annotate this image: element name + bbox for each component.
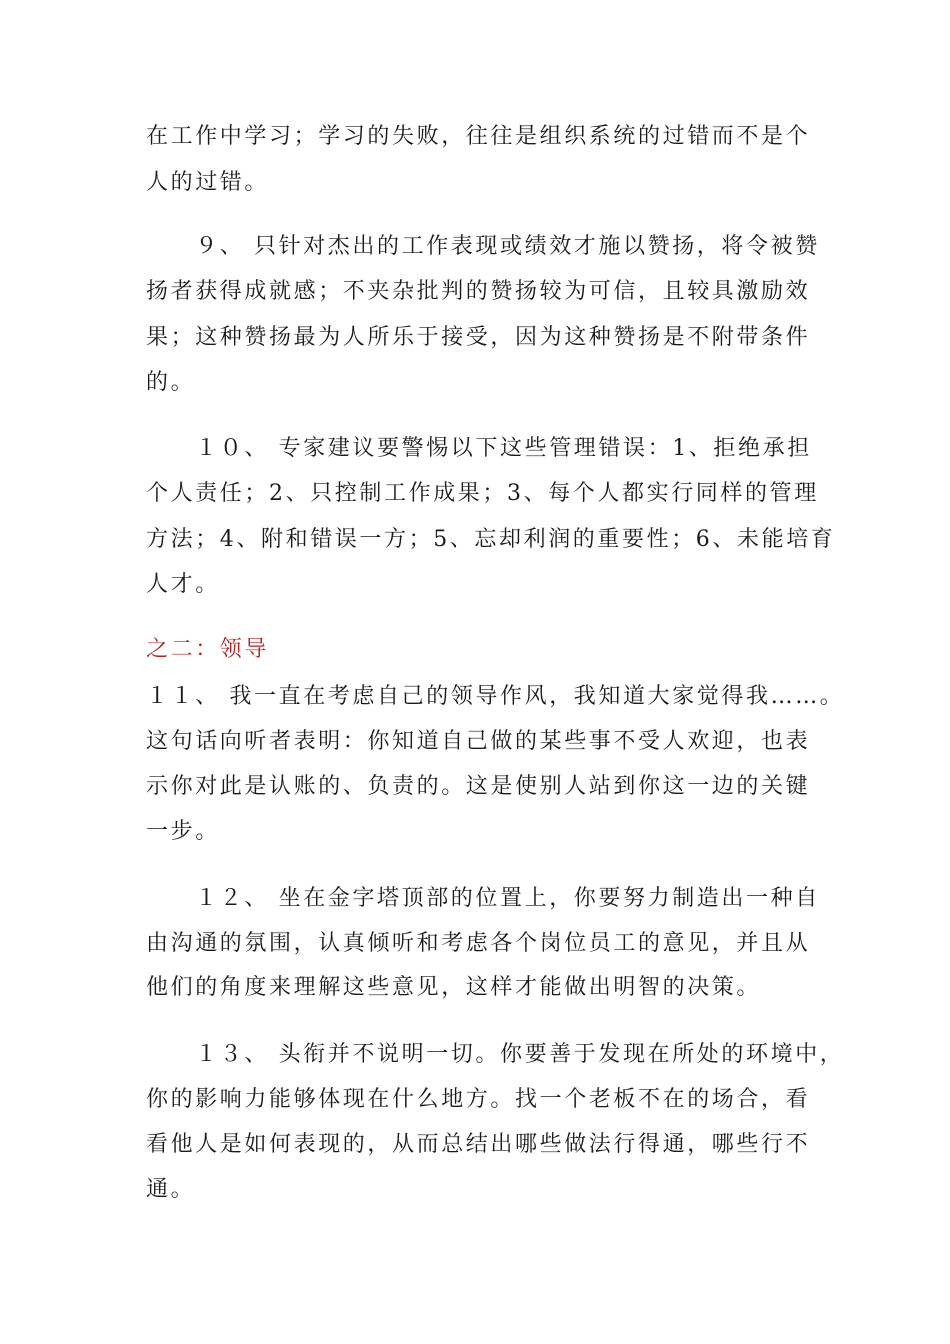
text-line: 他们的角度来理解这些意见，这样才能做出明智的决策。	[146, 975, 762, 1000]
text-line: 一步。	[146, 819, 220, 844]
text-line: １２、 坐在金字塔顶部的位置上，你要努力制造出一种自	[146, 886, 820, 911]
text-line: 个人责任；2、只控制工作成果；3、每个人都实行同样的管理	[146, 481, 819, 506]
text-line: 人的过错。	[146, 170, 270, 195]
text-line: 你的影响力能够体现在什么地方。找一个老板不在的场合，看	[146, 1087, 811, 1112]
text-line: 人才。	[146, 572, 220, 597]
text-line: １１、 我一直在考虑自己的领导作风，我知道大家觉得我……。	[146, 684, 845, 709]
text-line: １０、 专家建议要警惕以下这些管理错误：1、拒绝承担	[146, 436, 812, 461]
text-line: 这句话向听者表明：你知道自己做的某些事不受人欢迎，也表	[146, 729, 811, 754]
text-line: 看他人是如何表现的，从而总结出哪些做法行得通，哪些行不	[146, 1132, 811, 1157]
text-line: 方法；4、附和错误一方；5、忘却利润的重要性；6、未能培育	[146, 527, 836, 552]
text-line: 扬者获得成就感；不夹杂批判的赞扬较为可信，且较具激励效	[146, 279, 811, 304]
section-heading: 之二：领导	[146, 637, 270, 662]
text-line: 果；这种赞扬最为人所乐于接受，因为这种赞扬是不附带条件	[146, 325, 811, 350]
text-line: ９、 只针对杰出的工作表现或绩效才施以赞扬，将令被赞	[146, 234, 820, 259]
text-line: １３、 头衔并不说明一切。你要善于发现在所处的环境中，	[146, 1042, 845, 1067]
text-line: 由沟通的氛围，认真倾听和考虑各个岗位员工的意见，并且从	[146, 931, 811, 956]
text-line: 示你对此是认账的、负责的。这是使别人站到你这一边的关键	[146, 774, 811, 799]
text-line: 的。	[146, 370, 196, 395]
text-line: 在工作中学习；学习的失败，往往是组织系统的过错而不是个	[146, 124, 811, 149]
text-line: 通。	[146, 1177, 196, 1202]
